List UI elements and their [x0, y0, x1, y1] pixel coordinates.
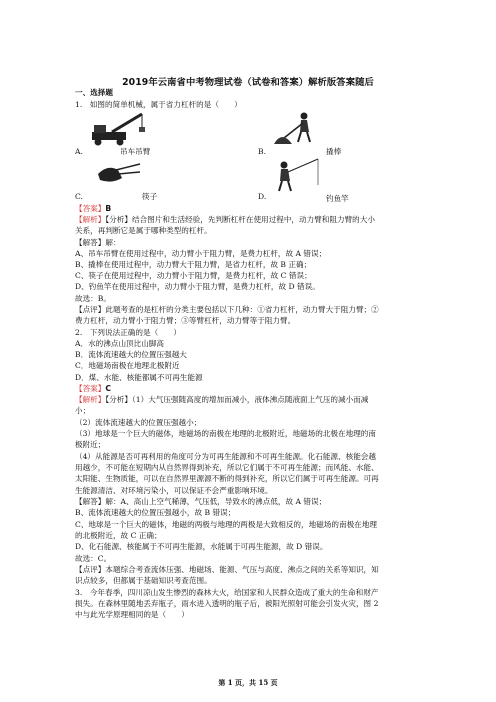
page-title: 2019年云南省中考物理试卷（试卷和答案）解析版答案随后 [122, 77, 374, 88]
q1-option-b-label: B. [258, 147, 266, 156]
q1-solution-d: D、钓鱼竿在使用过程中，动力臂小于阻力臂，是费力杠杆，故 D 错误。 [75, 282, 320, 291]
q1-comment-line-2: 费力杠杆，动力臂小于阻力臂；③等臂杠杆，动力臂等于阻力臂。 [75, 316, 296, 325]
q1-option-b-caption: 撬棒 [326, 147, 342, 156]
q2-analysis-line-2: 小； [75, 406, 91, 415]
q1-comment-line-1: 【点评】此题考查的是杠杆的分类主要包括以下几种：①省力杠杆，动力臂大于阻力臂；② [75, 305, 379, 314]
q1-option-a-label: A. [75, 147, 83, 156]
analysis-text: 【分析】结合图片和生活经验，先判断杠杆在使用过程中，动力臂和阻力臂的大小 [105, 215, 375, 224]
q3-line-3: 中与此光学原理相同的是（ ） [75, 610, 189, 619]
section-heading: 一、选择题 [75, 88, 113, 97]
crane-image [90, 110, 152, 146]
q2-solution-line-8: 识点较多，但都属于基础知识考查范围。 [75, 576, 212, 585]
q2-analysis-line-7: 用越少，不可能在短期内从自然界得到补充，所以它们属于不可再生能源；而风能、水能、 [75, 463, 379, 472]
q1-solution-c: C、筷子在使用过程中，动力臂小于阻力臂，是费力杠杆，故 C 错误； [75, 271, 312, 280]
q1-solution-b: B、撬棒在使用过程中，动力臂大于阻力臂，是省力杠杆，故 B 正确； [75, 260, 312, 269]
q1-solution-head: 【解答】解： [75, 238, 121, 247]
q1-option-d-caption: 钓鱼竿 [326, 194, 349, 203]
q1-answer [75, 203, 423, 214]
q2-analysis-line-4: （3）地球是一个巨大的磁体，地磁场的南极在地理的北极附近，地磁场的北极在地理的南 [75, 429, 376, 438]
q1-conclusion: 故选：B。 [75, 294, 111, 303]
q1-analysis-line-2: 关系，再判断它是属于哪种类型的杠杆。 [75, 226, 212, 235]
q2-answer [75, 383, 423, 394]
q2-analysis-line-9: 生能源清洁、对环境污染小，可以保证不会严重影响环境。 [75, 486, 273, 495]
analysis-tag: 【解析】 [75, 395, 106, 404]
analysis-tag: 【解析】 [75, 215, 106, 224]
q2-analysis-line-3: （2）流体流速越大的位置压强越小； [75, 418, 202, 427]
q2-analysis-line-1 [75, 394, 423, 405]
q2-option-c: C．地磁场南极在地理北极附近 [75, 361, 180, 370]
q2-solution-line-1: 【解答】解：A、高山上空气稀薄，气压低，导致水的沸点低，故 A 错误； [75, 497, 327, 506]
answer-value: B [105, 204, 112, 213]
answer-tag: 【答案】 [75, 384, 106, 393]
q1-option-c-label: C. [75, 192, 83, 201]
q1-solution-a: A、吊车吊臂在使用过程中，动力臂小于阻力臂，是费力杠杆，故 A 错误； [75, 249, 327, 258]
page-footer: 第 1 页，共 15 页 [218, 678, 278, 687]
q3-line-1: 3. 今年春季，四川凉山发生惨烈的森林大火，给国家和人民群众造成了重大的生命和财产 [75, 588, 379, 597]
q2-solution-line-5: D、化石能源、核能属于不可再生能源，水能属于可再生能源，故 D 错误。 [75, 542, 328, 551]
crowbar-image [270, 110, 322, 148]
q2-option-a: A．水的沸点山顶比山脚高 [75, 339, 165, 348]
q2-stem: 2. 下列说法正确的是（ ） [75, 328, 181, 337]
q1-stem: 1. 如图的简单机械，属于省力杠杆的是（ ） [75, 100, 242, 109]
answer-tag: 【答案】 [75, 204, 106, 213]
fishing-rod-image [270, 155, 322, 195]
q1-analysis-line-1 [75, 214, 423, 225]
q2-analysis-line-6: （4）从能源是否可再利用的角度可分为可再生能源和不可再生能源。化石能源、核能会越 [75, 452, 376, 461]
answer-value: C [105, 384, 111, 393]
q3-line-2: 损失。在森林里随地丢弃瓶子，雨水进入透明的瓶子后，被阳光照射可能会引发火灾，图 2 [75, 599, 379, 608]
q2-solution-line-6: 故选：C。 [75, 554, 112, 563]
q1-option-c-caption: 筷子 [142, 192, 158, 201]
analysis-text: 【分析】（1）大气压强随高度的增加而减小，液体沸点随液面上气压的减小而减 [105, 395, 369, 404]
q2-solution-line-2: B、流体流速越大的位置压强越小，故 B 错误； [75, 508, 236, 517]
q2-analysis-line-8: 太阳能、生物质能，可以在自然界里源源不断的得到补充，所以它们属于可再生能源。可再 [75, 474, 379, 483]
q1-option-a-caption: 吊车吊臂 [120, 147, 151, 156]
q2-solution-line-7: 【点评】本题综合考查流体压强、地磁场、能源、气压与高度、沸点之间的关系等知识，知 [75, 565, 379, 574]
q2-solution-line-4: 的北极附近，故 C 正确； [75, 531, 162, 540]
chopsticks-image [92, 160, 142, 188]
q2-option-d: D．煤、水能、核能都属不可再生能源 [75, 373, 203, 382]
q2-solution-line-3: C、地球是一个巨大的磁体，地磁的两极与地理的两极是大致相反的，地磁场的南极在地理 [75, 520, 377, 529]
q2-option-b: B．流体流速越大的位置压强越大 [75, 350, 187, 359]
q2-analysis-line-5: 极附近； [75, 440, 106, 449]
q1-option-d-label: D. [258, 192, 267, 201]
